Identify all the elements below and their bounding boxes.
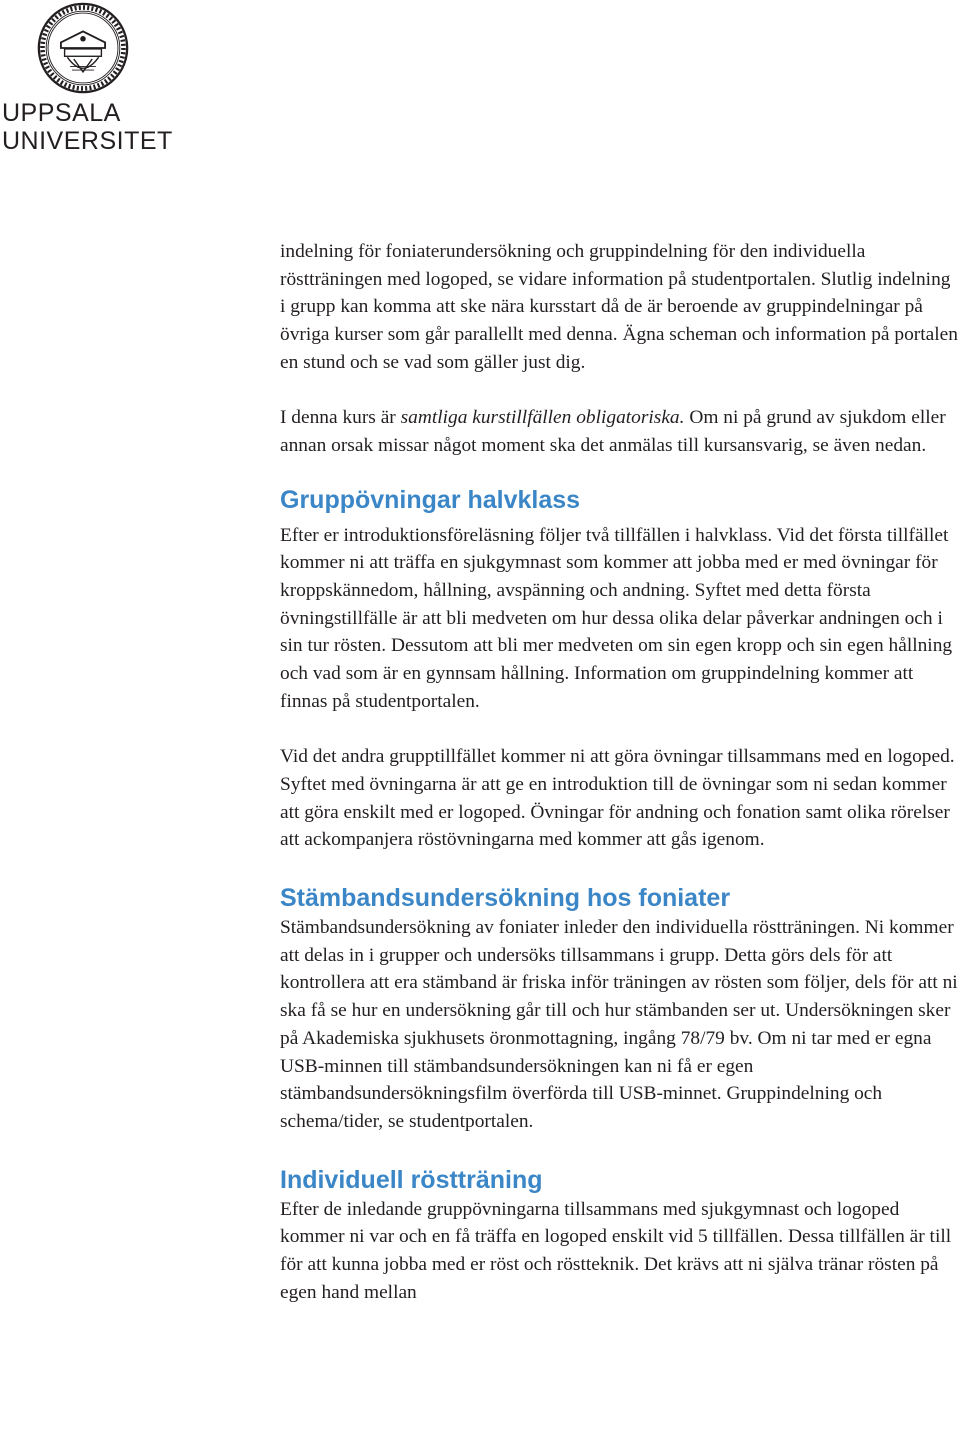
mandatory-emphasis: samtliga kurstillfällen obligatoriska. [400,407,685,429]
university-logo [0,0,173,160]
paragraph-group-exercises-2: Vid det andra grupptillfället kommer ni att göra övningar tillsammans med en logoped. Syftet med övningarna är att ge en introduktion till de övningar som ni sedan kommer att göra enskilt med er logoped. Övningar för andning och fonation samt olika rörelser att ackompanjera röstövningarna med kommer att gås igenom. [280,746,955,851]
document-body [280,238,960,1306]
paragraph-intro: indelning för foniaterundersökning och gruppindelning för den individuella röstträningen med logoped, se vidare information på studentportalen. Slutlig indelning i grupp kan komma att ske nära kursstart då de är beroende av gruppindelningar på övriga kurser som går parallellt med denna. Ägna scheman och information på portalen en stund och se vad som gäller just dig. [280,241,958,373]
mandatory-rest: Om ni på grund av sjukdom eller annan orsak missar något moment ska det anmälas till kursansvarig, se även nedan. [280,407,946,456]
paragraph-individual-training: Efter de inledande gruppövningarna tillsammans med sjukgymnast och logoped kommer ni var och en få träffa en logoped enskilt vid 5 tillfällen. Dessa tillfällen är till för att kunna jobba med er röst och röstteknik. Det krävs att ni själva tränar rösten på egen hand mellan [280,1198,952,1303]
paragraph-mandatory [280,404,960,459]
logo-wordmark [2,99,173,155]
logo-line-2: UNIVERSITET [2,127,173,155]
paragraph-group-exercises-1: Efter er introduktionsföreläsning följer två tillfällen i halvklass. Vid det första tillfället kommer ni att träffa en sjukgymnast som kommer att jobba med er med övningar för kroppskännedom, hållning, avspänning och andning. Syftet med detta första övningstillfälle är att bli medveten om hur dessa olika delar påverkar andningen och i sin tur rösten. Dessutom att bli mer medveten om sin egen kropp och sin egen hållning och vad som är en gynnsam hållning. Information om gruppindelning kommer att finnas på studentportalen. [280,524,953,712]
logo-line-1: UPPSALA [2,99,121,127]
mandatory-lead: I denna kurs är [280,407,401,429]
paragraph-vocal-exam: Stämbandsundersökning av foniater inleder den individuella röstträningen. Ni kommer att delas in i grupper och undersöks tillsammans i grupp. Detta görs dels för att kontrollera att era stämband är friska inför träningen av rösten som följer, dels för att ni ska få se hur en undersökning går till och hur stämbanden ser ut. Undersökningen sker på Akademiska sjukhusets öronmottagning, ingång 78/79 bv. Om ni tar med er egna USB-minnen till stämbandsundersökningen kan ni få er egen stämbandsundersökningsfilm överförda till USB-minnet. Gruppindelning och schema/tider, se studentportalen. [280,917,958,1132]
heading-individual-training: Individuell röstträning [280,1165,543,1194]
heading-group-exercises: Gruppövningar halvklass [280,485,581,514]
heading-vocal-exam: Stämbandsundersökning hos foniater [280,884,731,913]
university-seal-icon [37,2,129,94]
